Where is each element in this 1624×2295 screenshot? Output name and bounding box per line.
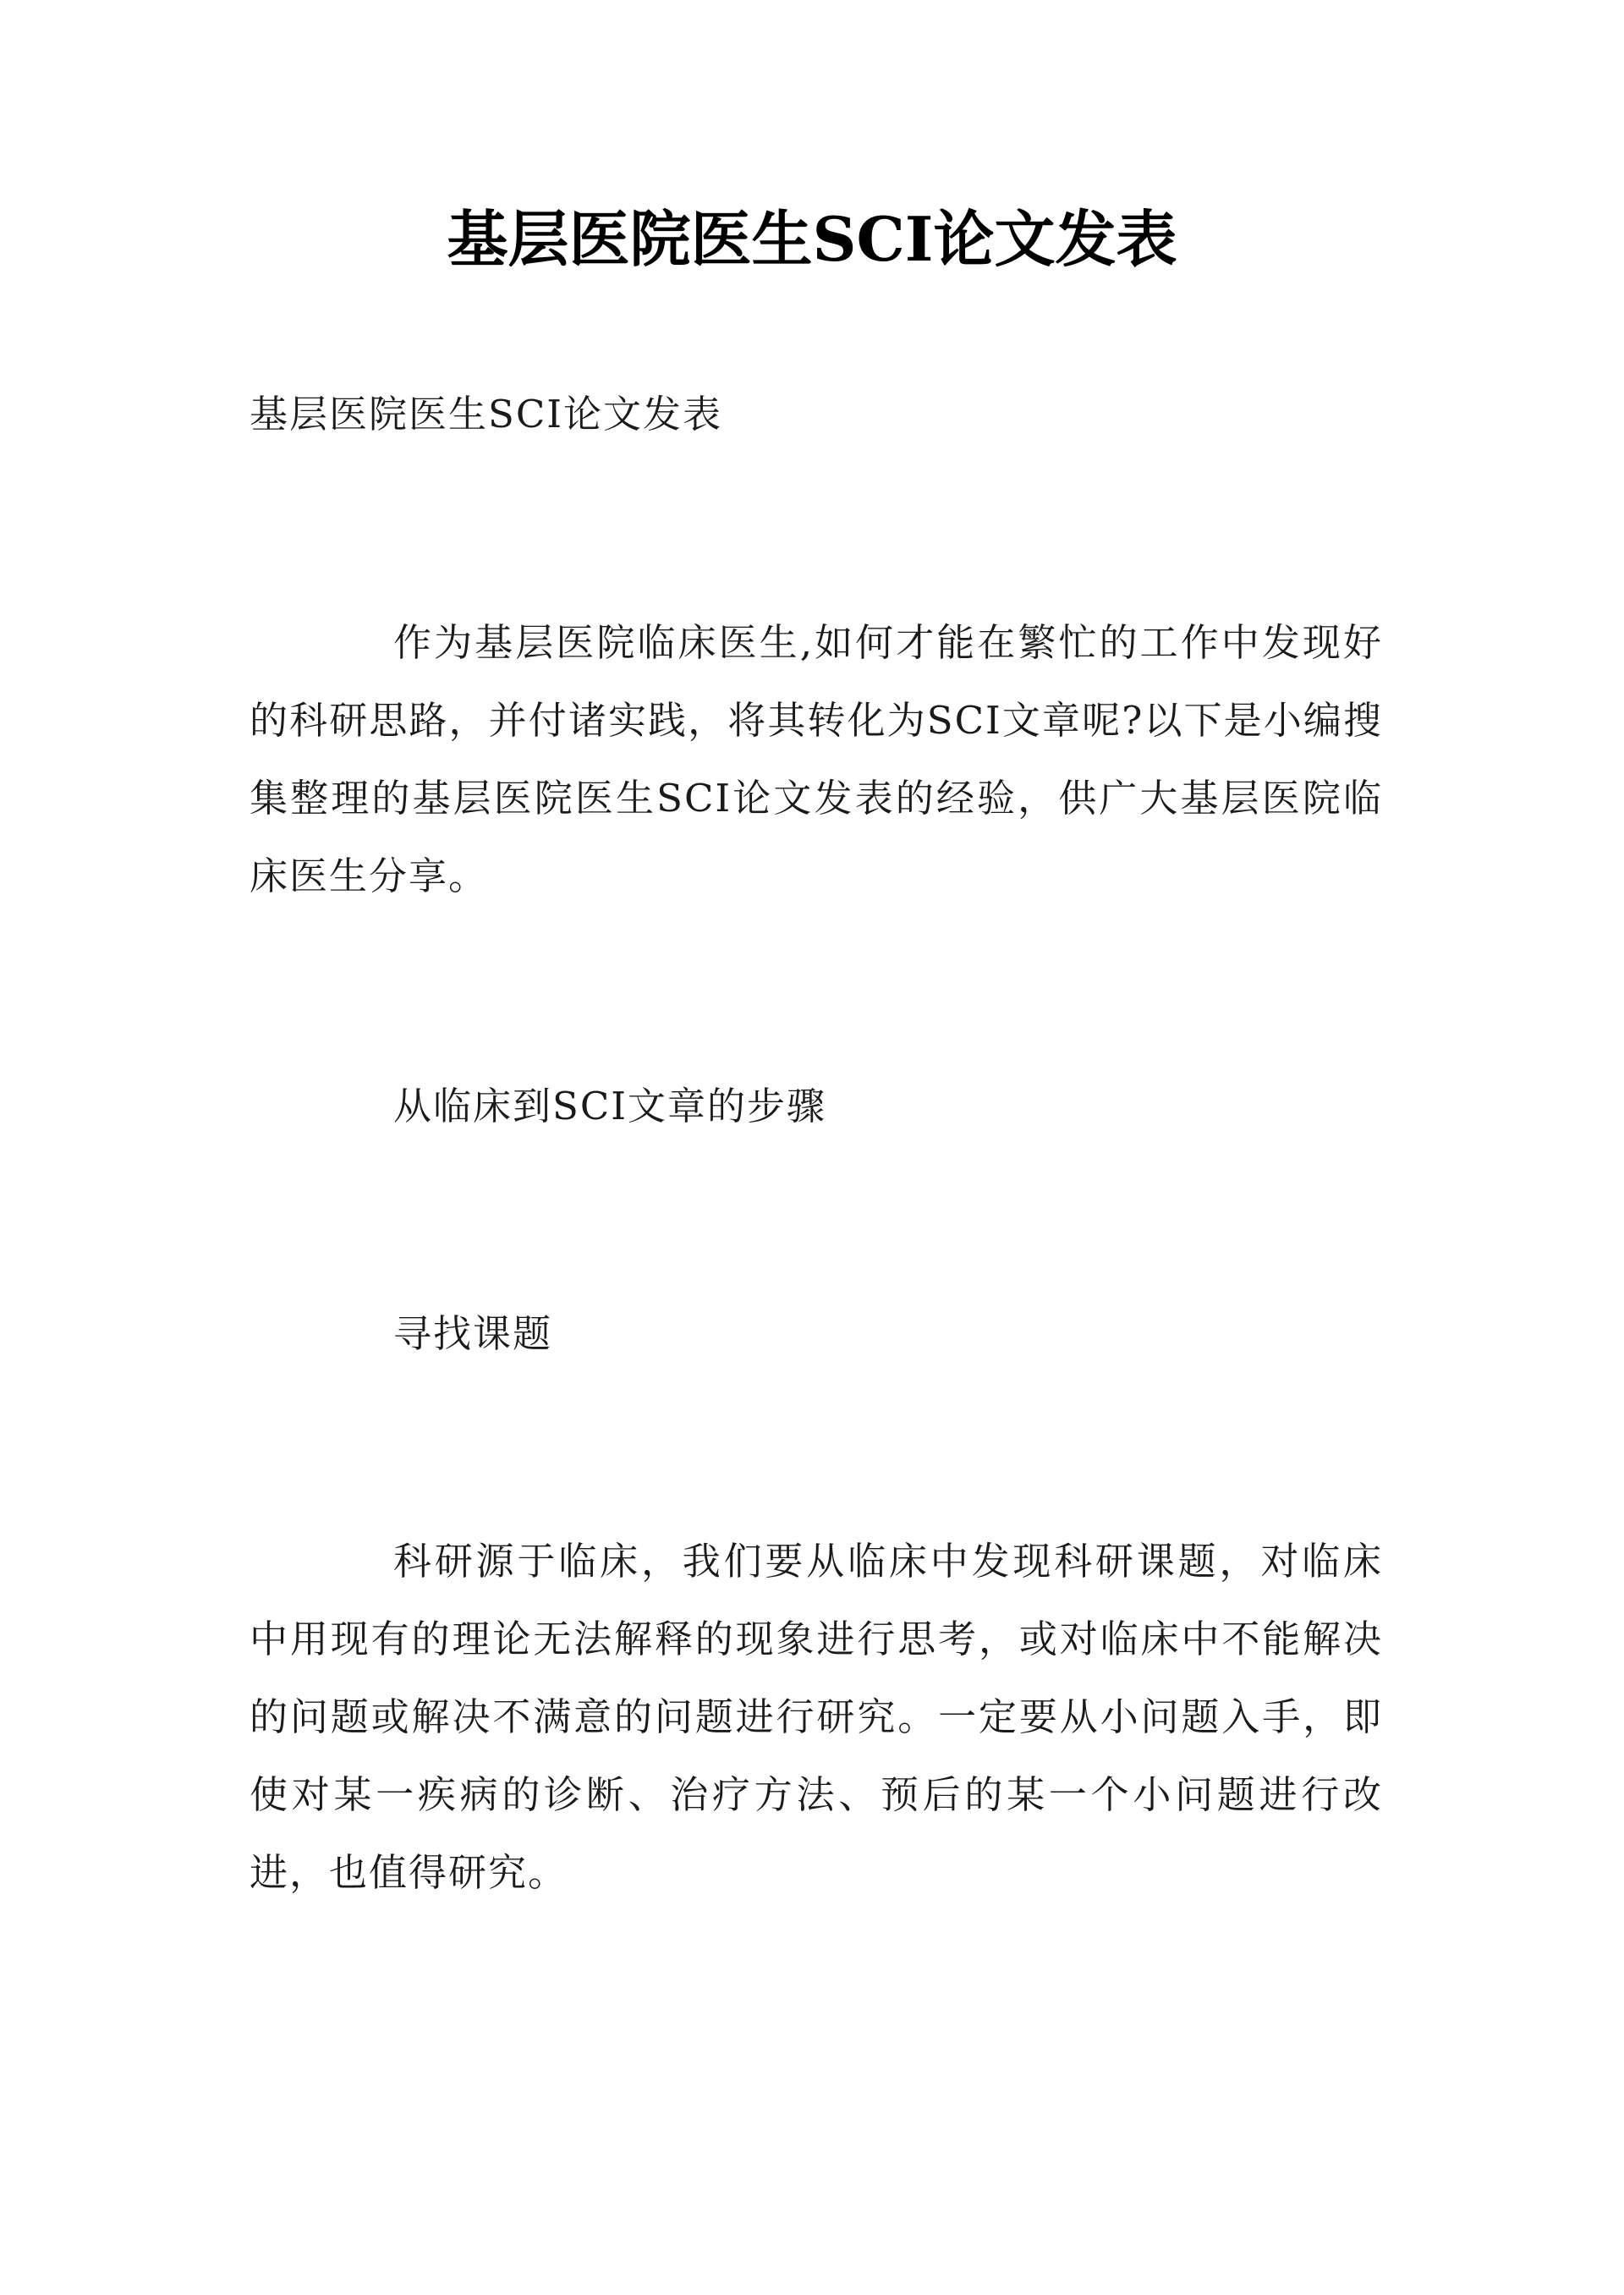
page-title: 基层医院医生SCI论文发表 (447, 203, 1177, 275)
section-heading-topic: 寻找课题 (393, 1311, 553, 1356)
topic-paragraph: 科研源于临床，我们要从临床中发现科研课题，对临床中用现有的理论无法解释的现象进行思考，或对临床中不能解决的问题或解决不满意的问题进行研究。一定要从小问题入手，即使对某一疾病的诊断、治疗方法、预后的某一个小问题进行改进，也值得研究。 (250, 1539, 1383, 1895)
section-heading-steps: 从临床到SCI文章的步骤 (393, 1084, 827, 1128)
document-subtitle: 基层医院医生SCI论文发表 (250, 392, 723, 436)
intro-paragraph: 作为基层医院临床医生,如何才能在繁忙的工作中发现好的科研思路，并付诸实践，将其转化为SCI文章呢?以下是小编搜集整理的基层医院医生SCI论文发表的经验，供广大基层医院临床医生分享。 (250, 620, 1383, 898)
